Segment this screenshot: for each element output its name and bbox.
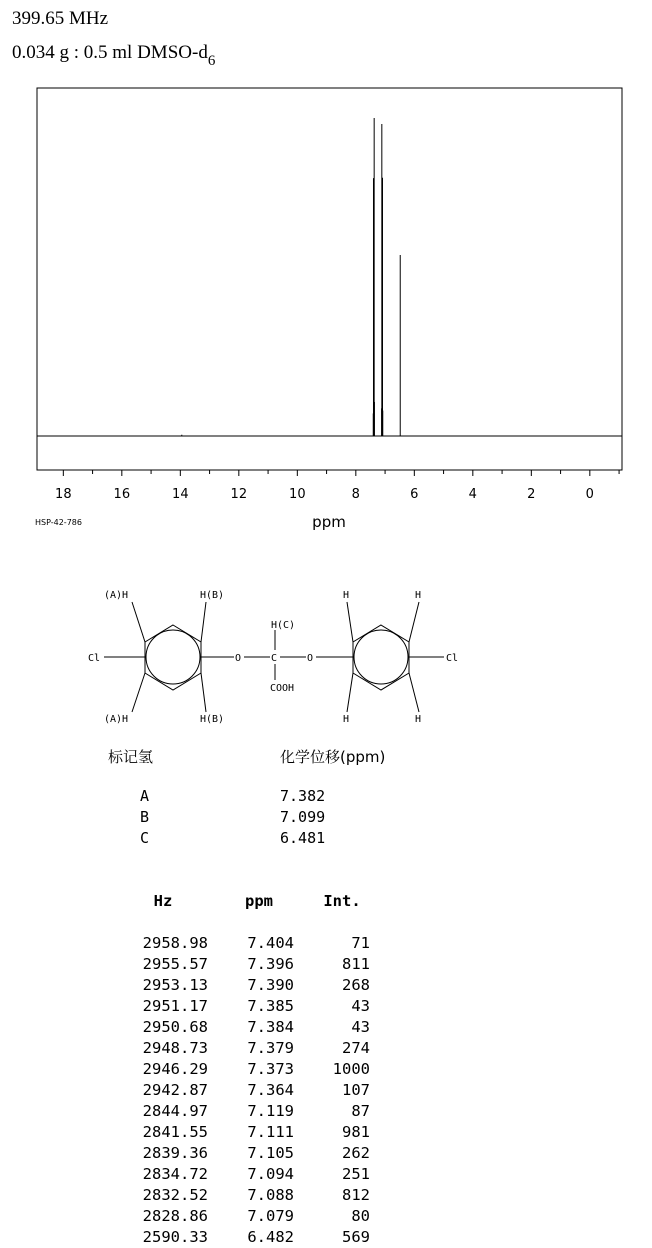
bond — [409, 602, 419, 642]
bond — [409, 673, 419, 712]
cell-int: 71 — [351, 934, 370, 952]
cell-ppm: 7.111 — [247, 1123, 294, 1141]
x-tick-label: 6 — [410, 487, 419, 502]
bond — [132, 673, 145, 712]
assignment-table — [130, 786, 325, 849]
bond — [132, 602, 145, 642]
label-cl-left: Cl — [88, 653, 101, 664]
table-row — [118, 1059, 370, 1080]
cell-ppm: 7.379 — [247, 1039, 294, 1057]
left-benzene-ring — [145, 625, 201, 690]
cell-ppm: 7.390 — [247, 976, 294, 994]
peak-table-body — [118, 933, 370, 1248]
header-hz: Hz — [153, 892, 173, 910]
x-tick-label: 2 — [527, 487, 536, 502]
cell-ppm: 6.482 — [247, 1228, 294, 1246]
right-benzene-ring — [353, 625, 409, 690]
x-tick-label: 12 — [230, 487, 248, 502]
label-o-right: O — [307, 653, 314, 664]
table-row — [118, 1038, 370, 1059]
table-row — [118, 954, 370, 975]
cell-hz: 2828.86 — [142, 1207, 208, 1225]
cell-hz: 2950.68 — [142, 1018, 208, 1036]
cell-int: 268 — [342, 976, 370, 994]
cell-int: 80 — [351, 1207, 370, 1225]
assignment-shift-header: 化学位移(ppm) — [280, 748, 386, 766]
cell-hz: 2948.73 — [142, 1039, 208, 1057]
table-row — [118, 1122, 370, 1143]
table-row — [118, 1080, 370, 1101]
cell-hz: 2841.55 — [142, 1123, 208, 1141]
assignment-row — [130, 828, 325, 849]
label-h-right-bottom-2: H — [415, 714, 422, 725]
assignment-label: B — [140, 808, 150, 826]
label-h-right-bottom-1: H — [343, 714, 350, 725]
assignment-row — [130, 807, 325, 828]
cell-hz: 2951.17 — [142, 997, 208, 1015]
table-row — [118, 975, 370, 996]
header-int: Int. — [323, 892, 361, 910]
bond — [347, 673, 353, 712]
table-row — [118, 1227, 370, 1248]
label-cl-right: Cl — [446, 653, 459, 664]
peak-table-header — [118, 890, 370, 912]
cell-ppm: 7.105 — [247, 1144, 294, 1162]
label-h-right-top-2: H — [415, 590, 422, 601]
cell-hz: 2946.29 — [142, 1060, 208, 1078]
cell-ppm: 7.373 — [247, 1060, 294, 1078]
bond — [201, 602, 206, 642]
right-ring-circle — [354, 630, 408, 684]
label-h-c: H(C) — [271, 620, 296, 631]
cell-ppm: 7.094 — [247, 1165, 294, 1183]
bond — [347, 602, 353, 642]
cell-ppm: 7.079 — [247, 1207, 294, 1225]
left-ring-circle — [146, 630, 200, 684]
table-row — [118, 1185, 370, 1206]
label-c-center: C — [271, 653, 278, 664]
spectrometer-frequency: 399.65 MHz — [12, 8, 109, 29]
table-row — [118, 1101, 370, 1122]
sample-subscript: 6 — [207, 52, 216, 69]
assignment-shift: 6.481 — [280, 829, 326, 847]
x-tick-label: 4 — [468, 487, 477, 502]
label-b-bottom: H(B) — [200, 714, 225, 725]
cell-int: 87 — [351, 1102, 370, 1120]
cell-ppm: 7.119 — [247, 1102, 294, 1120]
cell-int: 1000 — [332, 1060, 370, 1078]
x-tick-label: 8 — [351, 487, 360, 502]
assignment-label: A — [140, 787, 150, 805]
cell-int: 569 — [342, 1228, 370, 1246]
cell-hz: 2955.57 — [142, 955, 208, 973]
label-a-bottom: (A)H — [104, 714, 129, 725]
peak-table — [118, 890, 370, 1248]
cell-int: 274 — [342, 1039, 370, 1057]
cell-int: 43 — [351, 997, 370, 1015]
cell-hz: 2942.87 — [142, 1081, 208, 1099]
header-ppm: ppm — [245, 892, 273, 910]
assignment-label: C — [140, 829, 150, 847]
table-row — [118, 1143, 370, 1164]
cell-ppm: 7.384 — [247, 1018, 294, 1036]
cell-hz: 2953.13 — [142, 976, 208, 994]
cell-ppm: 7.396 — [247, 955, 294, 973]
x-tick-label: 0 — [585, 487, 594, 502]
cell-hz: 2958.98 — [142, 934, 208, 952]
cell-int: 262 — [342, 1144, 370, 1162]
cell-int: 43 — [351, 1018, 370, 1036]
table-row — [118, 1206, 370, 1227]
label-h-right-top-1: H — [343, 590, 350, 601]
cell-hz: 2832.52 — [142, 1186, 208, 1204]
x-tick-label: 10 — [289, 487, 306, 502]
x-axis-label: ppm — [312, 513, 346, 531]
cell-int: 812 — [342, 1186, 370, 1204]
cell-hz: 2844.97 — [142, 1102, 208, 1120]
bond — [201, 673, 206, 712]
x-tick-label: 16 — [113, 487, 131, 502]
assignment-label-header: 标记氢 — [108, 748, 154, 766]
assignment-shift: 7.382 — [280, 787, 326, 805]
cell-ppm: 7.385 — [247, 997, 294, 1015]
assignment-row — [130, 786, 325, 807]
label-b-top: H(B) — [200, 590, 225, 601]
cell-int: 811 — [342, 955, 370, 973]
cell-ppm: 7.364 — [247, 1081, 294, 1099]
spectrum-code: HSP-42-786 — [35, 518, 82, 527]
table-row — [118, 933, 370, 954]
cell-hz: 2590.33 — [142, 1228, 208, 1246]
sample-text: 0.034 g : 0.5 ml DMSO-d — [12, 42, 208, 63]
cell-int: 251 — [342, 1165, 370, 1183]
table-row — [118, 1164, 370, 1185]
table-row — [118, 996, 370, 1017]
cell-hz: 2834.72 — [142, 1165, 208, 1183]
cell-int: 981 — [342, 1123, 370, 1141]
label-cooh: COOH — [270, 683, 295, 694]
label-o-left: O — [235, 653, 242, 664]
table-row — [118, 1017, 370, 1038]
x-tick-label: 14 — [172, 487, 189, 502]
cell-hz: 2839.36 — [142, 1144, 208, 1162]
cell-ppm: 7.404 — [247, 934, 294, 952]
cell-int: 107 — [342, 1081, 370, 1099]
x-tick-label: 18 — [55, 487, 72, 502]
label-a-top: (A)H — [104, 590, 129, 601]
cell-ppm: 7.088 — [247, 1186, 294, 1204]
assignment-shift: 7.099 — [280, 808, 326, 826]
